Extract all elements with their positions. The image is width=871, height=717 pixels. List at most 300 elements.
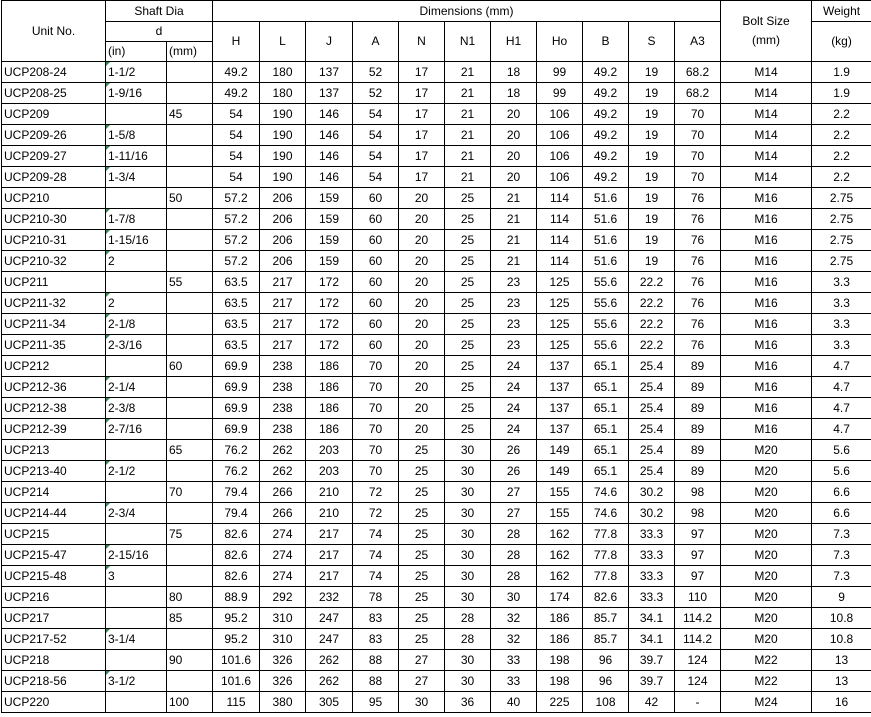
cell-b: 85.7	[583, 629, 629, 650]
cell-j: 159	[306, 209, 353, 230]
cell-n1: 25	[445, 251, 491, 272]
cell-h1: 40	[491, 692, 537, 713]
header-dim-h: H	[213, 22, 260, 62]
table-row	[2, 188, 871, 209]
cell-unit-no: UCP209-27	[2, 146, 106, 167]
cell-l: 190	[260, 125, 306, 146]
cell-unit-no: UCP211-35	[2, 335, 106, 356]
cell-bolt-size: M16	[721, 272, 812, 293]
cell-n1: 36	[445, 692, 491, 713]
cell-h: 79.4	[213, 503, 260, 524]
cell-n: 20	[399, 335, 445, 356]
cell-a3: 89	[675, 419, 721, 440]
cell-n: 20	[399, 230, 445, 251]
cell-weight: 4.7	[812, 377, 871, 398]
cell-shaft-in: 1-7/8	[106, 209, 167, 230]
cell-bolt-size: M16	[721, 251, 812, 272]
table-row	[2, 461, 871, 482]
cell-l: 238	[260, 377, 306, 398]
cell-b: 65.1	[583, 419, 629, 440]
cell-s: 25.4	[629, 419, 675, 440]
cell-bolt-size: M20	[721, 629, 812, 650]
cell-b: 77.8	[583, 566, 629, 587]
cell-h1: 28	[491, 545, 537, 566]
cell-j: 217	[306, 524, 353, 545]
cell-n1: 21	[445, 62, 491, 83]
cell-a3: 97	[675, 566, 721, 587]
cell-unit-no: UCP209-28	[2, 167, 106, 188]
cell-bolt-size: M16	[721, 335, 812, 356]
cell-ho: 155	[537, 482, 583, 503]
cell-a: 78	[353, 587, 399, 608]
cell-ho: 174	[537, 587, 583, 608]
cell-shaft-mm	[167, 146, 213, 167]
cell-j: 159	[306, 188, 353, 209]
cell-l: 180	[260, 62, 306, 83]
cell-n: 20	[399, 377, 445, 398]
table-row	[2, 398, 871, 419]
cell-a: 72	[353, 503, 399, 524]
cell-unit-no: UCP213-40	[2, 461, 106, 482]
cell-n1: 30	[445, 566, 491, 587]
cell-shaft-in	[106, 482, 167, 503]
cell-n1: 30	[445, 503, 491, 524]
cell-unit-no: UCP215	[2, 524, 106, 545]
cell-s: 33.3	[629, 545, 675, 566]
cell-shaft-in	[106, 440, 167, 461]
cell-n1: 25	[445, 314, 491, 335]
cell-h: 101.6	[213, 671, 260, 692]
cell-ho: 125	[537, 272, 583, 293]
cell-n: 17	[399, 125, 445, 146]
cell-shaft-in	[106, 104, 167, 125]
cell-a3: 76	[675, 188, 721, 209]
cell-shaft-in	[106, 272, 167, 293]
cell-s: 25.4	[629, 440, 675, 461]
cell-shaft-in: 1-11/16	[106, 146, 167, 167]
cell-ho: 106	[537, 125, 583, 146]
table-row	[2, 587, 871, 608]
cell-s: 19	[629, 251, 675, 272]
cell-n1: 25	[445, 209, 491, 230]
cell-ho: 137	[537, 356, 583, 377]
cell-weight: 7.3	[812, 524, 871, 545]
cell-b: 85.7	[583, 608, 629, 629]
cell-l: 206	[260, 230, 306, 251]
cell-n1: 25	[445, 356, 491, 377]
cell-l: 217	[260, 293, 306, 314]
cell-shaft-in: 2-1/4	[106, 377, 167, 398]
cell-a3: 110	[675, 587, 721, 608]
cell-h1: 32	[491, 608, 537, 629]
cell-ho: 106	[537, 146, 583, 167]
cell-h1: 21	[491, 251, 537, 272]
cell-shaft-mm: 90	[167, 650, 213, 671]
cell-l: 206	[260, 209, 306, 230]
cell-ho: 137	[537, 419, 583, 440]
table-row	[2, 524, 871, 545]
cell-s: 22.2	[629, 335, 675, 356]
table-row	[2, 629, 871, 650]
cell-b: 51.6	[583, 209, 629, 230]
cell-a3: -	[675, 692, 721, 713]
cell-n: 25	[399, 482, 445, 503]
cell-bolt-size: M16	[721, 209, 812, 230]
cell-h1: 21	[491, 209, 537, 230]
header-dim-a: A	[353, 22, 399, 62]
cell-weight: 2.2	[812, 125, 871, 146]
cell-h1: 24	[491, 377, 537, 398]
cell-weight: 3.3	[812, 314, 871, 335]
cell-ho: 114	[537, 251, 583, 272]
cell-h1: 20	[491, 167, 537, 188]
cell-ho: 106	[537, 104, 583, 125]
cell-a: 70	[353, 461, 399, 482]
cell-a3: 114.2	[675, 608, 721, 629]
cell-bolt-size: M16	[721, 293, 812, 314]
cell-shaft-in: 3-1/2	[106, 671, 167, 692]
cell-ho: 106	[537, 167, 583, 188]
cell-h: 69.9	[213, 356, 260, 377]
header-dim-n1: N1	[445, 22, 491, 62]
table-row	[2, 419, 871, 440]
cell-a: 60	[353, 230, 399, 251]
cell-bolt-size: M16	[721, 230, 812, 251]
cell-bolt-size: M16	[721, 398, 812, 419]
cell-a3: 76	[675, 335, 721, 356]
cell-weight: 4.7	[812, 398, 871, 419]
cell-weight: 10.8	[812, 608, 871, 629]
cell-a: 70	[353, 440, 399, 461]
cell-b: 51.6	[583, 188, 629, 209]
cell-weight: 7.3	[812, 545, 871, 566]
cell-a3: 70	[675, 146, 721, 167]
cell-n1: 21	[445, 146, 491, 167]
cell-j: 232	[306, 587, 353, 608]
cell-unit-no: UCP209	[2, 104, 106, 125]
cell-weight: 1.9	[812, 83, 871, 104]
cell-h: 101.6	[213, 650, 260, 671]
header-dimensions: Dimensions (mm)	[213, 1, 721, 22]
cell-shaft-in: 1-5/8	[106, 125, 167, 146]
cell-j: 203	[306, 461, 353, 482]
cell-j: 146	[306, 104, 353, 125]
cell-bolt-size: M20	[721, 608, 812, 629]
cell-b: 51.6	[583, 251, 629, 272]
cell-unit-no: UCP214-44	[2, 503, 106, 524]
cell-b: 82.6	[583, 587, 629, 608]
cell-unit-no: UCP210-32	[2, 251, 106, 272]
cell-n1: 25	[445, 272, 491, 293]
cell-n1: 30	[445, 545, 491, 566]
cell-s: 19	[629, 104, 675, 125]
cell-a: 52	[353, 83, 399, 104]
cell-weight: 5.6	[812, 440, 871, 461]
cell-bolt-size: M16	[721, 356, 812, 377]
cell-j: 217	[306, 566, 353, 587]
cell-b: 49.2	[583, 83, 629, 104]
header-bolt-size-unit: (mm)	[752, 33, 781, 47]
cell-weight: 7.3	[812, 566, 871, 587]
cell-s: 19	[629, 167, 675, 188]
cell-shaft-mm: 55	[167, 272, 213, 293]
cell-n1: 25	[445, 188, 491, 209]
cell-weight: 3.3	[812, 293, 871, 314]
cell-h1: 20	[491, 146, 537, 167]
cell-n1: 21	[445, 83, 491, 104]
cell-n1: 30	[445, 650, 491, 671]
cell-shaft-in	[106, 356, 167, 377]
cell-l: 274	[260, 524, 306, 545]
table-row	[2, 230, 871, 251]
cell-weight: 2.75	[812, 251, 871, 272]
cell-h: 63.5	[213, 314, 260, 335]
cell-n: 27	[399, 650, 445, 671]
table-row	[2, 377, 871, 398]
cell-n1: 28	[445, 629, 491, 650]
cell-shaft-mm	[167, 230, 213, 251]
cell-ho: 186	[537, 608, 583, 629]
cell-a3: 98	[675, 503, 721, 524]
cell-bolt-size: M16	[721, 419, 812, 440]
bearing-spec-table	[1, 0, 871, 713]
cell-h: 76.2	[213, 461, 260, 482]
cell-a3: 70	[675, 104, 721, 125]
cell-shaft-mm	[167, 83, 213, 104]
cell-shaft-mm	[167, 545, 213, 566]
table-row	[2, 272, 871, 293]
cell-shaft-in	[106, 608, 167, 629]
cell-bolt-size: M20	[721, 587, 812, 608]
cell-h1: 23	[491, 272, 537, 293]
cell-shaft-in	[106, 524, 167, 545]
cell-h: 49.2	[213, 62, 260, 83]
cell-a3: 89	[675, 356, 721, 377]
cell-b: 49.2	[583, 146, 629, 167]
cell-unit-no: UCP218	[2, 650, 106, 671]
cell-s: 33.3	[629, 524, 675, 545]
cell-a3: 114.2	[675, 629, 721, 650]
cell-n: 25	[399, 440, 445, 461]
cell-b: 49.2	[583, 62, 629, 83]
cell-a3: 76	[675, 251, 721, 272]
cell-bolt-size: M14	[721, 167, 812, 188]
cell-weight: 2.2	[812, 146, 871, 167]
cell-h: 63.5	[213, 335, 260, 356]
cell-n: 17	[399, 146, 445, 167]
cell-a3: 97	[675, 545, 721, 566]
table-row	[2, 671, 871, 692]
cell-a: 83	[353, 608, 399, 629]
cell-unit-no: UCP209-26	[2, 125, 106, 146]
table-row	[2, 335, 871, 356]
cell-l: 310	[260, 629, 306, 650]
cell-weight: 5.6	[812, 461, 871, 482]
cell-shaft-mm	[167, 377, 213, 398]
cell-h1: 24	[491, 356, 537, 377]
table-row	[2, 608, 871, 629]
cell-h1: 33	[491, 650, 537, 671]
cell-h: 88.9	[213, 587, 260, 608]
cell-weight: 3.3	[812, 272, 871, 293]
cell-j: 146	[306, 146, 353, 167]
cell-shaft-mm: 70	[167, 482, 213, 503]
cell-l: 190	[260, 104, 306, 125]
cell-a: 54	[353, 125, 399, 146]
cell-j: 262	[306, 671, 353, 692]
cell-j: 305	[306, 692, 353, 713]
cell-s: 30.2	[629, 503, 675, 524]
cell-weight: 4.7	[812, 356, 871, 377]
cell-h: 54	[213, 104, 260, 125]
cell-n: 20	[399, 188, 445, 209]
cell-j: 172	[306, 293, 353, 314]
cell-j: 172	[306, 314, 353, 335]
cell-shaft-in: 2-1/2	[106, 461, 167, 482]
cell-shaft-mm: 50	[167, 188, 213, 209]
cell-l: 262	[260, 440, 306, 461]
header-dim-a3: A3	[675, 22, 721, 62]
cell-ho: 162	[537, 524, 583, 545]
cell-s: 22.2	[629, 272, 675, 293]
cell-bolt-size: M20	[721, 545, 812, 566]
cell-bolt-size: M20	[721, 461, 812, 482]
cell-h1: 26	[491, 440, 537, 461]
table-row	[2, 314, 871, 335]
cell-a: 54	[353, 167, 399, 188]
table-row	[2, 146, 871, 167]
header-unit-no: Unit No.	[2, 1, 106, 62]
cell-j: 159	[306, 251, 353, 272]
cell-n1: 25	[445, 377, 491, 398]
header-d: d	[106, 22, 213, 42]
cell-weight: 10.8	[812, 629, 871, 650]
cell-unit-no: UCP211-32	[2, 293, 106, 314]
cell-j: 137	[306, 83, 353, 104]
header-weight: Weight	[812, 1, 871, 22]
table-body	[2, 62, 871, 713]
cell-ho: 137	[537, 398, 583, 419]
cell-unit-no: UCP212-38	[2, 398, 106, 419]
table-row	[2, 566, 871, 587]
cell-h1: 33	[491, 671, 537, 692]
cell-unit-no: UCP210-31	[2, 230, 106, 251]
cell-a: 60	[353, 314, 399, 335]
cell-weight: 13	[812, 650, 871, 671]
cell-unit-no: UCP217-52	[2, 629, 106, 650]
cell-s: 25.4	[629, 398, 675, 419]
cell-n1: 25	[445, 419, 491, 440]
cell-h: 95.2	[213, 629, 260, 650]
cell-a: 74	[353, 545, 399, 566]
cell-n1: 25	[445, 230, 491, 251]
cell-bolt-size: M20	[721, 524, 812, 545]
cell-j: 137	[306, 62, 353, 83]
cell-b: 65.1	[583, 377, 629, 398]
cell-a: 54	[353, 104, 399, 125]
cell-b: 96	[583, 650, 629, 671]
cell-h1: 32	[491, 629, 537, 650]
cell-h1: 20	[491, 104, 537, 125]
cell-s: 19	[629, 125, 675, 146]
cell-h: 54	[213, 146, 260, 167]
cell-s: 22.2	[629, 293, 675, 314]
cell-h: 57.2	[213, 230, 260, 251]
cell-h: 57.2	[213, 188, 260, 209]
cell-j: 262	[306, 650, 353, 671]
header-dim-s: S	[629, 22, 675, 62]
cell-n1: 25	[445, 398, 491, 419]
table-row	[2, 482, 871, 503]
cell-h1: 20	[491, 125, 537, 146]
cell-ho: 99	[537, 62, 583, 83]
cell-h1: 27	[491, 482, 537, 503]
cell-shaft-mm: 65	[167, 440, 213, 461]
cell-h1: 27	[491, 503, 537, 524]
cell-shaft-mm	[167, 461, 213, 482]
cell-l: 180	[260, 83, 306, 104]
cell-l: 190	[260, 146, 306, 167]
cell-a: 70	[353, 377, 399, 398]
table-row	[2, 104, 871, 125]
cell-a: 60	[353, 293, 399, 314]
table-row	[2, 167, 871, 188]
cell-j: 247	[306, 608, 353, 629]
cell-n1: 21	[445, 167, 491, 188]
cell-shaft-in: 2-3/8	[106, 398, 167, 419]
cell-a3: 89	[675, 461, 721, 482]
cell-unit-no: UCP212-36	[2, 377, 106, 398]
cell-bolt-size: M14	[721, 83, 812, 104]
cell-a: 95	[353, 692, 399, 713]
cell-h1: 24	[491, 419, 537, 440]
cell-l: 380	[260, 692, 306, 713]
cell-n: 20	[399, 314, 445, 335]
cell-a3: 76	[675, 293, 721, 314]
cell-a: 60	[353, 272, 399, 293]
cell-weight: 2.2	[812, 104, 871, 125]
cell-ho: 149	[537, 440, 583, 461]
cell-b: 55.6	[583, 314, 629, 335]
cell-h: 57.2	[213, 209, 260, 230]
cell-unit-no: UCP220	[2, 692, 106, 713]
cell-h: 69.9	[213, 377, 260, 398]
cell-j: 186	[306, 419, 353, 440]
table-row	[2, 692, 871, 713]
cell-a: 60	[353, 251, 399, 272]
cell-s: 25.4	[629, 356, 675, 377]
cell-s: 33.3	[629, 566, 675, 587]
cell-shaft-in: 2-3/4	[106, 503, 167, 524]
cell-j: 217	[306, 545, 353, 566]
cell-n1: 21	[445, 104, 491, 125]
cell-l: 217	[260, 335, 306, 356]
cell-shaft-mm	[167, 62, 213, 83]
cell-a: 72	[353, 482, 399, 503]
cell-b: 77.8	[583, 545, 629, 566]
cell-shaft-in: 2	[106, 251, 167, 272]
cell-s: 22.2	[629, 314, 675, 335]
cell-unit-no: UCP214	[2, 482, 106, 503]
cell-n1: 25	[445, 293, 491, 314]
cell-n1: 28	[445, 608, 491, 629]
cell-h: 82.6	[213, 566, 260, 587]
cell-unit-no: UCP212-39	[2, 419, 106, 440]
cell-a3: 68.2	[675, 83, 721, 104]
cell-h: 115	[213, 692, 260, 713]
cell-n1: 30	[445, 461, 491, 482]
cell-ho: 114	[537, 188, 583, 209]
